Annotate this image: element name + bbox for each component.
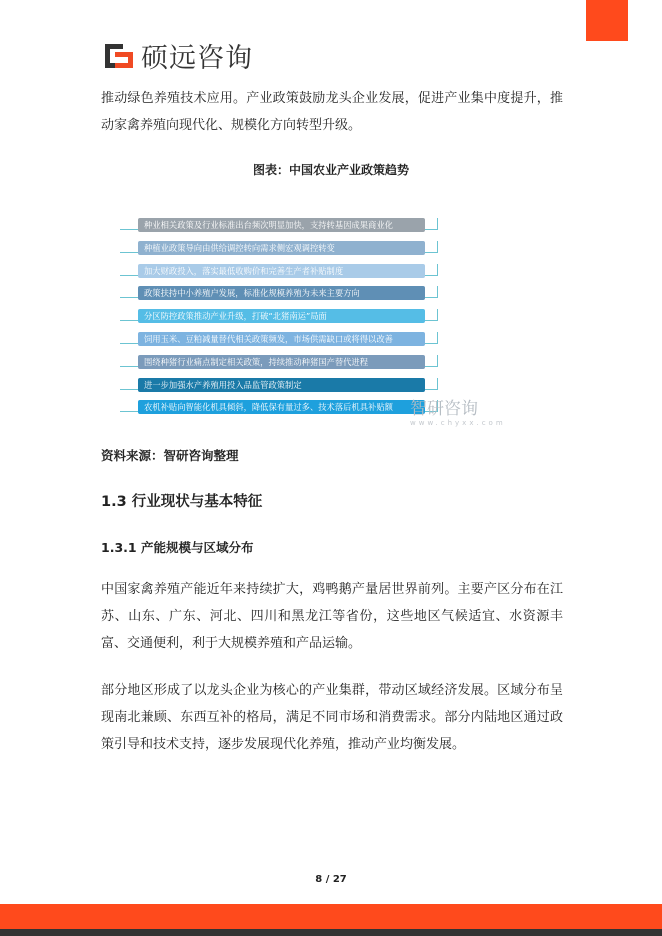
policy-item: 种业相关政策及行业标准出台频次明显加快，支持转基因成果商业化 <box>138 218 425 232</box>
policy-item: 农机补贴向智能化机具倾斜，降低保有量过多、技术落后机具补贴额 <box>138 400 425 414</box>
logo-text: 硕远咨询 <box>141 43 253 74</box>
logo-mark-icon <box>105 44 135 68</box>
source-note: 资料来源：智研咨询整理 <box>101 448 239 463</box>
page-number: 8 / 27 <box>315 874 347 885</box>
watermark <box>410 394 506 427</box>
policy-item: 种植业政策导向由供给调控转向需求侧宏观调控转变 <box>138 241 425 255</box>
section-heading: 1.3 行业现状与基本特征 <box>101 494 263 510</box>
policy-item: 加大财政投入，落实最低收购价和完善生产者补贴制度 <box>138 264 425 278</box>
policy-item: 围绕种猪行业痛点制定相关政策，持续推动种猪国产替代进程 <box>138 355 425 369</box>
footer-strip <box>0 929 662 936</box>
watermark-text: 智研咨询 <box>410 399 478 419</box>
body-paragraph: 部分地区形成了以龙头企业为核心的产业集群，带动区域经济发展。区域分布呈现南北兼顾、东西互补的格局，满足不同市场和消费需求。部分内陆地区通过政策引导和技术支持，逐步发展现代化养殖，推动产业均衡发展。 <box>101 683 563 752</box>
policy-item: 进一步加强水产养殖用投入品监管政策制定 <box>138 378 425 392</box>
corner-accent <box>586 0 628 41</box>
policy-item: 饲用玉米、豆粕减量替代相关政策频发，市场供需缺口或将得以改善 <box>138 332 425 346</box>
policy-item: 政策扶持中小养殖户发展，标准化规模养殖为未来主要方向 <box>138 286 425 300</box>
footer-bar <box>0 904 662 929</box>
figure-caption: 图表：中国农业产业政策趋势 <box>252 163 409 177</box>
policy-item: 分区防控政策推动产业升级，打破“北猪南运”局面 <box>138 309 425 323</box>
intro-paragraph: 推动绿色养殖技术应用。产业政策鼓励龙头企业发展，促进产业集中度提升，推动家禽养殖向现代化、规模化方向转型升级。 <box>101 91 563 133</box>
body-paragraph: 中国家禽养殖产能近年来持续扩大，鸡鸭鹅产量居世界前列。主要产区分布在江苏、山东、广东、河北、四川和黑龙江等省份，这些地区气候适宜、水资源丰富、交通便利，利于大规模养殖和产品运输。 <box>101 582 563 651</box>
subsection-heading: 1.3.1 产能规模与区域分布 <box>101 540 254 555</box>
company-logo <box>105 36 253 75</box>
watermark-url: www.chyxx.com <box>410 419 506 427</box>
